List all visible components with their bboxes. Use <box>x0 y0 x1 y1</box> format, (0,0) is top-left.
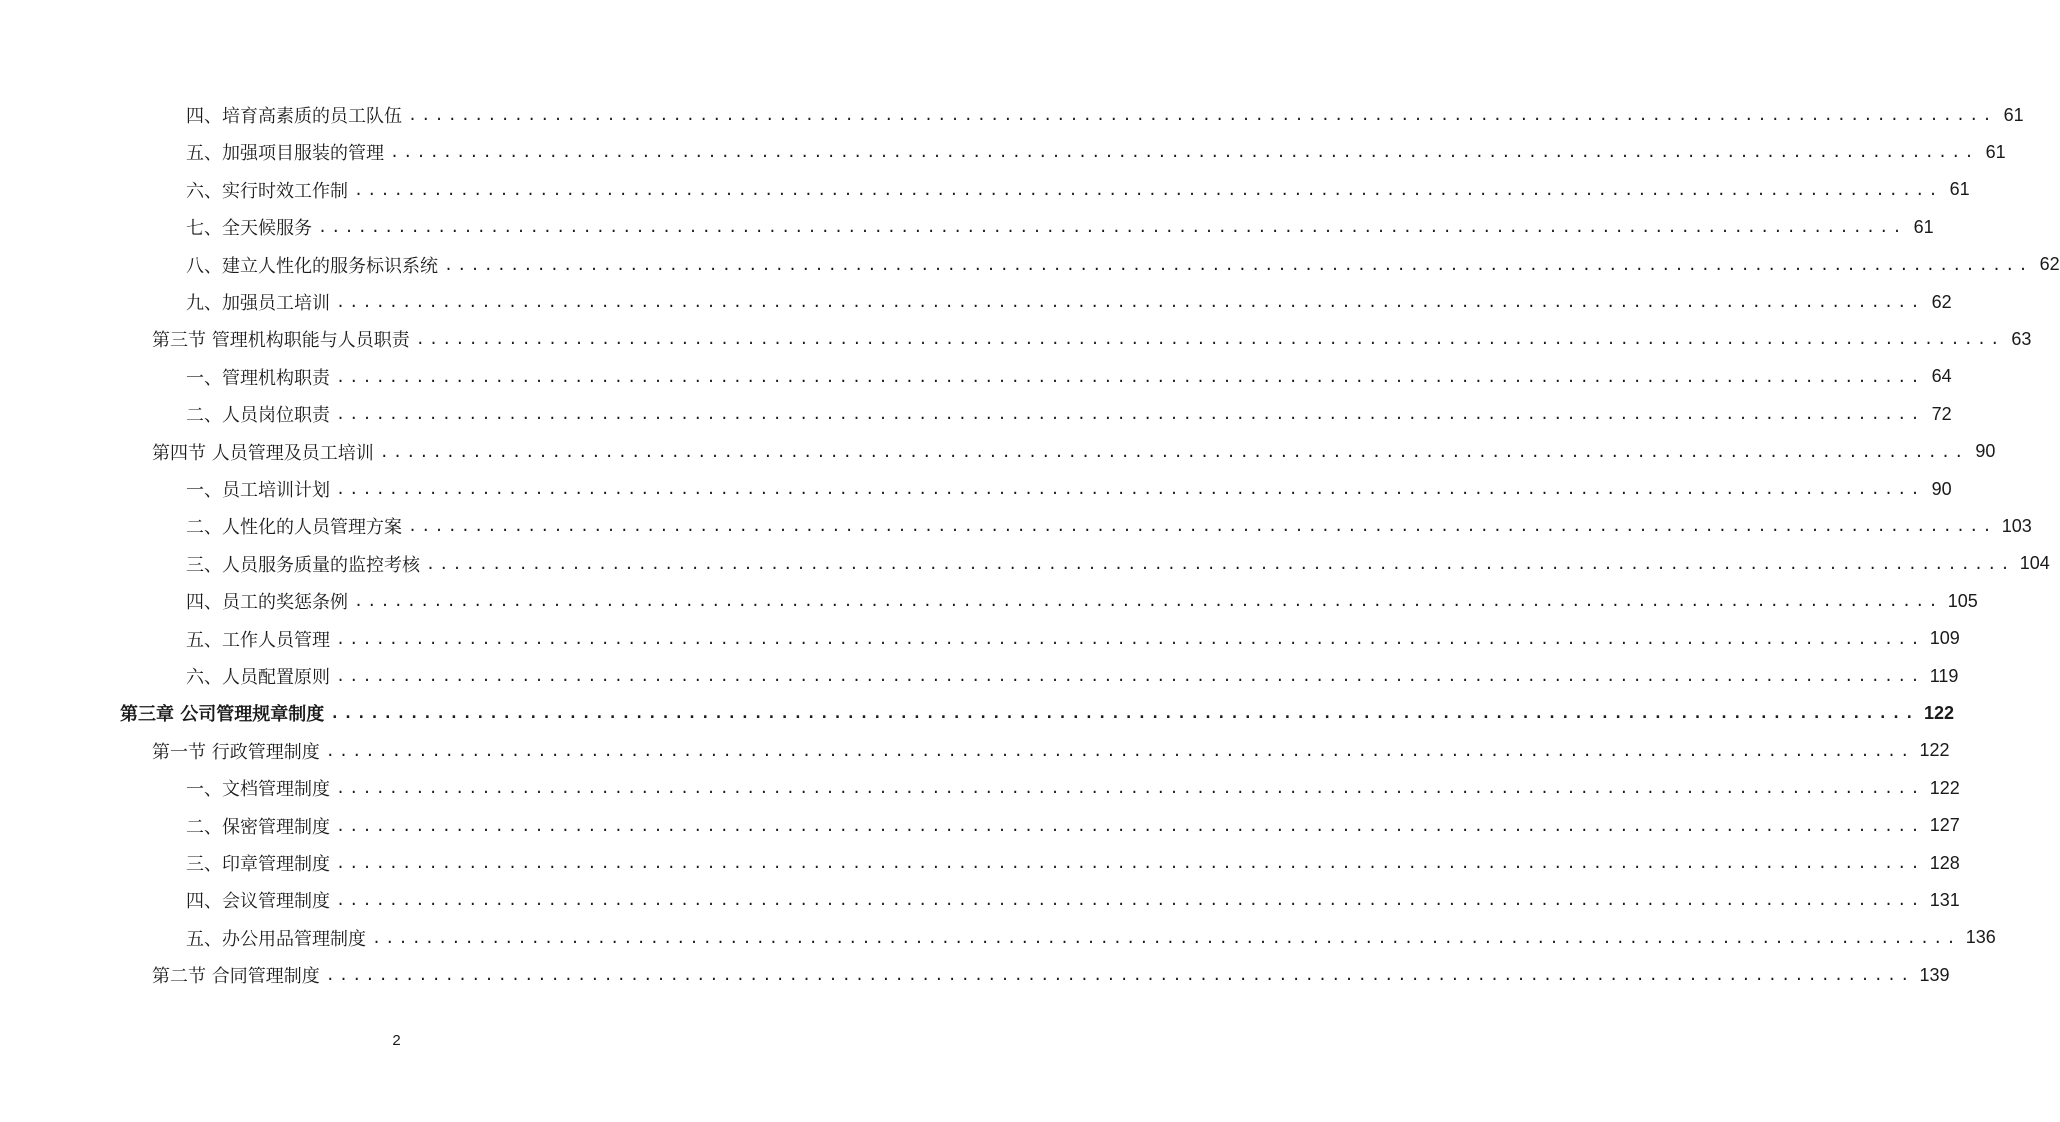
toc-item-entry[interactable] <box>186 474 1952 504</box>
toc-dot-leader: ........................................................................................................................ <box>336 480 1924 498</box>
toc-entry-label: 五、加强项目服装的管理 <box>186 143 384 165</box>
toc-entry-label: 八、建立人性化的服务标识系统 <box>186 255 438 277</box>
toc-entry-label: 六、实行时效工作制 <box>186 180 348 202</box>
toc-item-entry[interactable] <box>186 399 1952 429</box>
toc-entry-page: 61 <box>1949 179 1970 200</box>
toc-dot-leader: ........................................................................................................................ <box>336 293 1924 311</box>
toc-item-entry[interactable] <box>186 137 2006 167</box>
toc-entry-page: 122 <box>1929 777 1960 798</box>
toc-entry-page: 136 <box>1965 927 1996 948</box>
toc-item-entry[interactable] <box>186 624 1960 654</box>
toc-entry-label: 三、人员服务质量的监控考核 <box>186 554 420 576</box>
toc-item-entry[interactable] <box>186 811 1960 841</box>
toc-entry-label: 第二节 合同管理制度 <box>152 966 320 988</box>
toc-item-entry[interactable] <box>186 100 2024 130</box>
toc-entry-label: 第四节 人员管理及员工培训 <box>152 442 374 464</box>
toc-dot-leader: ........................................................................................................................ <box>426 554 2014 573</box>
toc-item-entry[interactable] <box>186 885 1960 915</box>
toc-entry-page: 105 <box>1947 590 1978 611</box>
toc-entry-label: 第一节 行政管理制度 <box>152 741 320 763</box>
toc-entry-page: 90 <box>1975 441 1996 462</box>
toc-item-entry[interactable] <box>186 661 1959 691</box>
toc-dot-leader: ........................................................................................................................ <box>336 816 1924 835</box>
toc-dot-leader: ........................................................................................................................ <box>444 255 2032 274</box>
toc-item-entry[interactable] <box>186 586 1978 616</box>
toc-entry-label: 九、加强员工培训 <box>186 293 330 314</box>
toc-entry-label: 六、人员配置原则 <box>186 667 330 688</box>
toc-dot-leader: ........................................................................................................................ <box>372 928 1960 947</box>
toc-entry-page: 90 <box>1931 478 1952 499</box>
toc-dot-leader: ........................................................................................................................ <box>325 741 1914 760</box>
toc-entry-page: 122 <box>1923 702 1955 723</box>
toc-item-entry[interactable] <box>186 175 1970 205</box>
toc-entry-page: 128 <box>1929 852 1960 873</box>
toc-entry-page: 64 <box>1931 366 1952 387</box>
toc-dot-leader: ........................................................................................................................ <box>408 106 1996 124</box>
toc-dot-leader: ........................................................................................................................ <box>336 629 1924 648</box>
toc-dot-leader: ........................................................................................................................ <box>336 891 1924 910</box>
toc-entry-page: 72 <box>1931 403 1952 424</box>
toc-entry-page: 104 <box>2019 553 2050 574</box>
toc-entry-label: 七、全天候服务 <box>186 218 312 240</box>
toc-item-entry[interactable] <box>186 773 1960 803</box>
toc-entry-label: 二、人员岗位职责 <box>186 405 330 427</box>
toc-section-entry[interactable] <box>152 960 1950 990</box>
toc-entry-label: 二、人性化的人员管理方案 <box>186 517 402 539</box>
toc-entry-page: 63 <box>2011 328 2032 349</box>
toc-section-entry[interactable] <box>152 324 2032 354</box>
toc-entry-page: 61 <box>1985 141 2006 162</box>
toc-dot-leader: ........................................................................................................................ <box>336 854 1924 872</box>
toc-entry-label: 一、文档管理制度 <box>186 779 330 801</box>
toc-entry-label: 一、管理机构职责 <box>186 367 330 389</box>
toc-section-entry[interactable] <box>152 736 1950 766</box>
toc-entry-page: 122 <box>1919 740 1950 761</box>
toc-item-entry[interactable] <box>186 511 2032 541</box>
toc-entry-label: 一、员工培训计划 <box>186 480 330 501</box>
toc-entry-page: 127 <box>1929 815 1960 836</box>
toc-dot-leader: ........................................................................................................................ <box>354 180 1942 199</box>
toc-entry-page: 109 <box>1929 628 1960 649</box>
toc-dot-leader: ........................................................................................................................ <box>390 143 1978 162</box>
toc-dot-leader: ........................................................................................................................ <box>379 442 1968 461</box>
toc-entry-label: 第三节 管理机构职能与人员职责 <box>152 330 410 352</box>
toc-item-entry[interactable] <box>186 362 1952 392</box>
toc-dot-leader: ........................................................................................................................ <box>408 517 1996 536</box>
toc-dot-leader: ........................................................................................................................ <box>336 667 1924 685</box>
toc-entry-label: 四、培育高素质的员工队伍 <box>186 106 402 127</box>
toc-entry-label: 二、保密管理制度 <box>186 816 330 838</box>
toc-entry-page: 139 <box>1919 964 1950 985</box>
toc-section-entry[interactable] <box>152 437 1996 467</box>
toc-entry-page: 131 <box>1929 889 1960 910</box>
toc-item-entry[interactable] <box>186 923 1996 953</box>
toc-entry-label: 第三章 公司管理规章制度 <box>120 704 325 726</box>
toc-dot-leader: ........................................................................................................................ <box>330 704 1918 723</box>
toc-entry-label: 五、办公用品管理制度 <box>186 928 366 950</box>
toc-dot-leader: ........................................................................................................................ <box>325 966 1914 985</box>
toc-entry-label: 四、会议管理制度 <box>186 891 330 913</box>
toc-entry-label: 三、印章管理制度 <box>186 854 330 875</box>
toc-item-entry[interactable] <box>186 549 2050 579</box>
toc-entry-page: 103 <box>2001 515 2032 536</box>
toc-dot-leader: ........................................................................................................................ <box>318 218 1906 237</box>
toc-entry-page: 61 <box>2003 104 2024 125</box>
toc-entry-page: 62 <box>1931 291 1952 312</box>
toc-entry-label: 四、员工的奖惩条例 <box>186 592 348 614</box>
toc-chapter-entry[interactable] <box>120 698 1955 728</box>
toc-dot-leader: ........................................................................................................................ <box>336 405 1924 424</box>
toc-item-entry[interactable] <box>186 848 1960 878</box>
toc-dot-leader: ........................................................................................................................ <box>415 330 2004 349</box>
toc-item-entry[interactable] <box>186 212 1934 242</box>
toc-entry-page: 61 <box>1913 216 1934 237</box>
toc-entry-page: 62 <box>2039 254 2060 275</box>
toc-item-entry[interactable] <box>186 250 2060 280</box>
toc-item-entry[interactable] <box>186 287 1952 317</box>
toc-dot-leader: ........................................................................................................................ <box>336 367 1924 386</box>
page-number: 2 <box>392 1032 401 1049</box>
toc-entry-page: 119 <box>1929 665 1959 686</box>
toc-dot-leader: ........................................................................................................................ <box>354 592 1942 611</box>
toc-entry-label: 五、工作人员管理 <box>186 629 330 651</box>
toc-dot-leader: ........................................................................................................................ <box>336 779 1924 798</box>
